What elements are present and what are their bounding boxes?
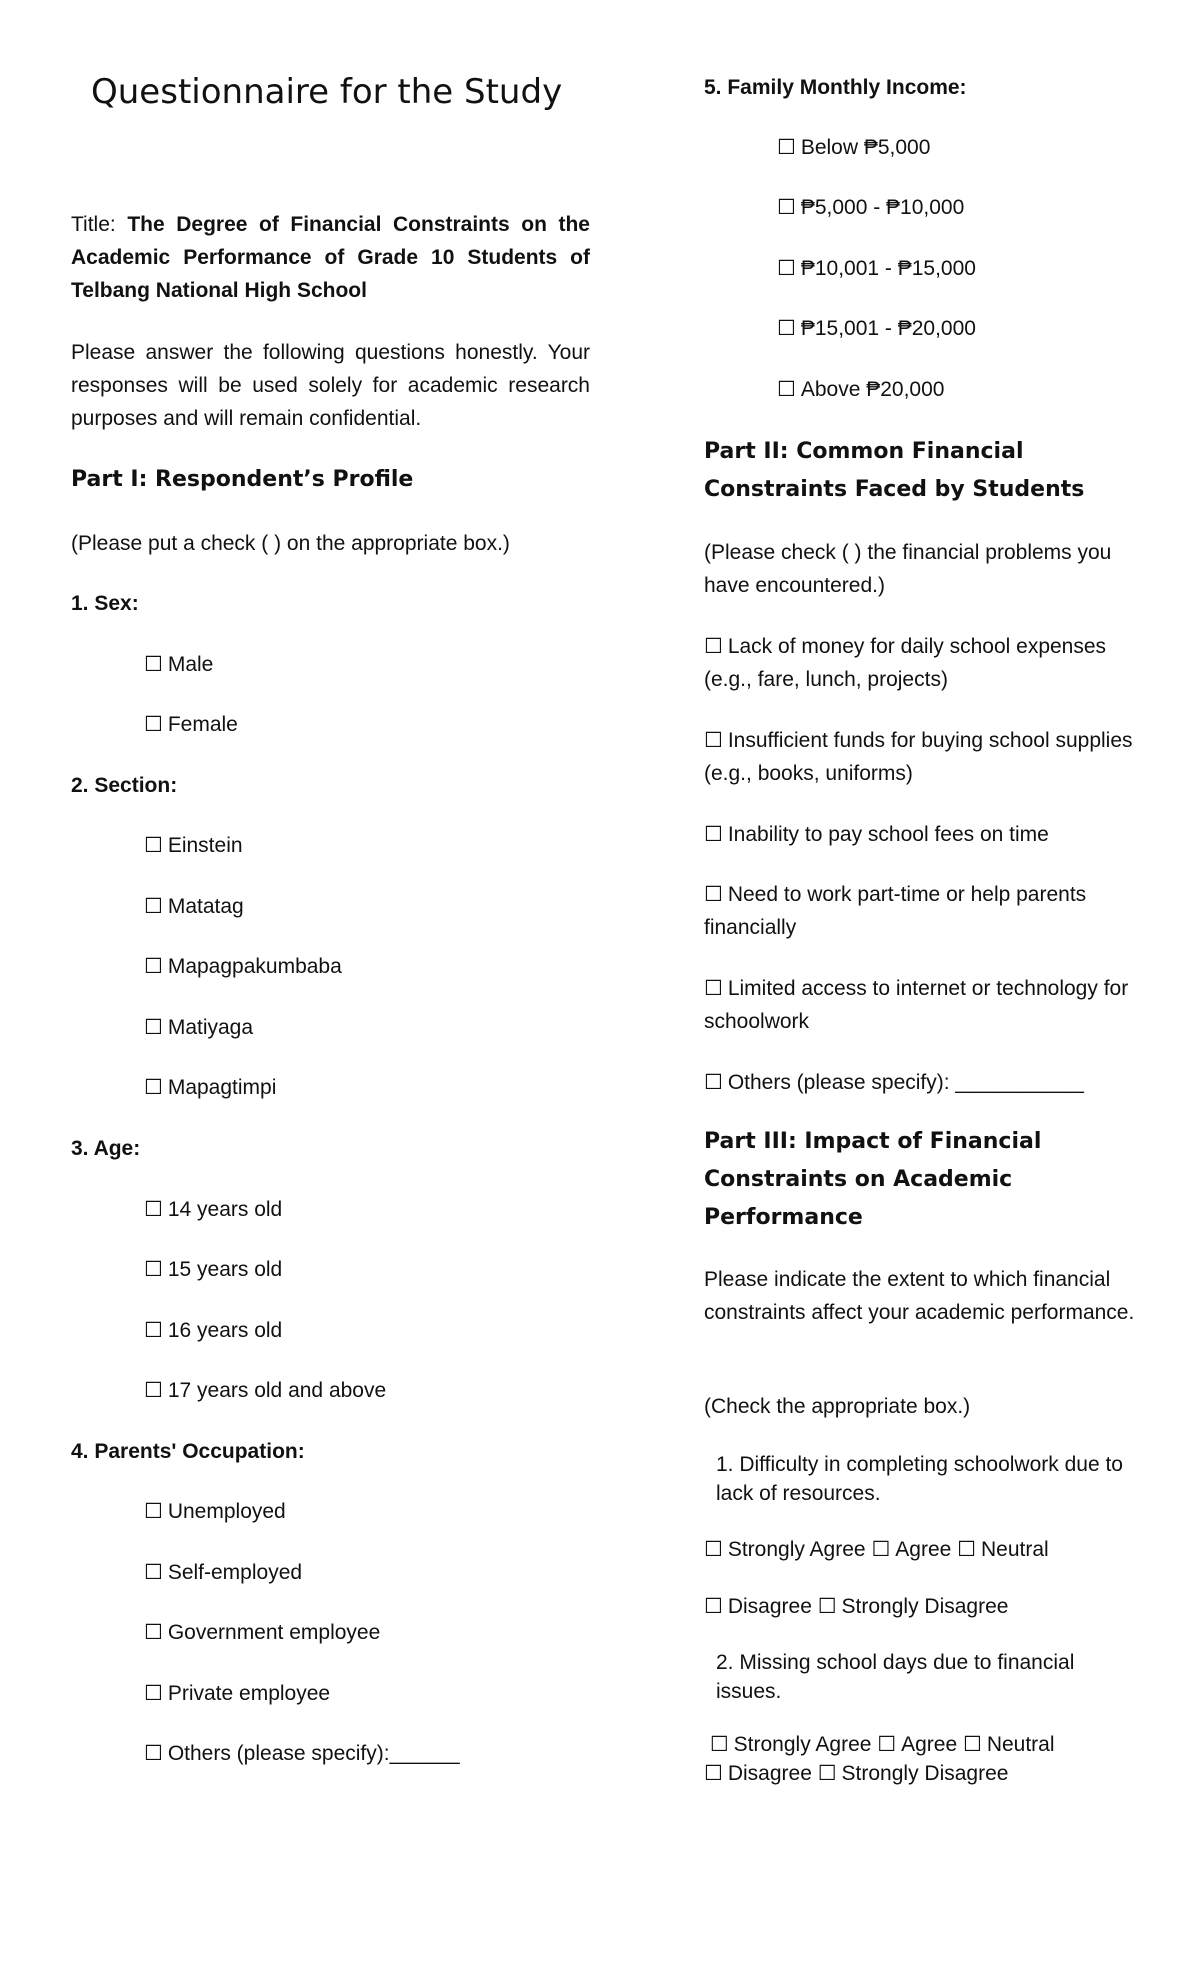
option-occupation-government[interactable]: ☐ Government employee [144,1620,381,1644]
option-income-below-5000[interactable]: ☐ Below ₱5,000 [777,135,931,159]
constraint-school-supplies[interactable]: ☐ Insufficient funds for buying school supplies (e.g., books, uniforms) [704,728,1133,785]
intro-text: Please answer the following questions honestly. Your responses will be used solely for academic research purposes and will remain confidential. [71,341,590,430]
part3-item1-scale-row2 [704,1590,1008,1623]
scale-option-strongly-agree[interactable]: ☐ Strongly Agree [709,1732,872,1756]
checkbox-icon[interactable]: ☐ [704,1594,723,1618]
checkbox-icon[interactable]: ☐ [704,728,723,752]
option-section-mapagpakumbaba[interactable]: ☐ Mapagpakumbaba [144,954,342,978]
checkbox-icon[interactable]: ☐ [144,894,163,918]
part2-instruction: (Please check ( ) the financial problems you have encountered.) [704,541,1112,597]
option-occupation-private[interactable]: ☐ Private employee [144,1681,331,1705]
option-income-15001-20000[interactable]: ☐ ₱15,001 - ₱20,000 [777,316,976,340]
checkbox-icon[interactable]: ☐ [877,1732,897,1756]
question-age-label: 3. Age: [71,1137,141,1160]
option-age-14[interactable]: ☐ 14 years old [144,1197,283,1221]
checkbox-icon[interactable]: ☐ [144,1318,163,1342]
checkbox-icon[interactable]: ☐ [709,1732,729,1756]
checkbox-icon[interactable]: ☐ [144,652,163,676]
part3-item2-scale [704,1730,1144,1788]
checkbox-icon[interactable]: ☐ [777,195,796,219]
checkbox-icon[interactable]: ☐ [704,1070,723,1094]
checkbox-icon[interactable]: ☐ [144,1378,163,1402]
option-occupation-unemployed[interactable]: ☐ Unemployed [144,1499,286,1523]
checkbox-icon[interactable]: ☐ [777,377,796,401]
study-title [71,208,590,307]
constraint-work-part-time[interactable]: ☐ Need to work part-time or help parents financially [704,882,1087,939]
checkbox-icon[interactable]: ☐ [144,1620,163,1644]
checkbox-icon[interactable]: ☐ [704,1537,723,1561]
option-occupation-others[interactable]: ☐ Others (please specify):______ [144,1741,460,1765]
question-section-label: 2. Section: [71,774,178,797]
option-section-matiyaga[interactable]: ☐ Matiyaga [144,1015,254,1039]
part1-heading: Part I: Respondent’s Profile [71,467,414,492]
question-occupation-label: 4. Parents' Occupation: [71,1440,305,1463]
checkbox-icon[interactable]: ☐ [704,822,723,846]
question-income-label: 5. Family Monthly Income: [704,76,967,99]
part3-instruction: Please indicate the extent to which financial constraints affect your academic performance. [704,1268,1135,1324]
scale-option-agree[interactable]: ☐ Agree [871,1537,952,1561]
option-income-above-20000[interactable]: ☐ Above ₱20,000 [777,377,945,401]
scale-option-agree[interactable]: ☐ Agree [877,1732,958,1756]
checkbox-icon[interactable]: ☐ [144,712,163,736]
scale-option-strongly-disagree[interactable]: ☐ Strongly Disagree [817,1594,1009,1618]
checkbox-icon[interactable]: ☐ [777,256,796,280]
constraint-school-fees[interactable]: ☐ Inability to pay school fees on time [704,822,1049,846]
constraint-others[interactable]: ☐ Others (please specify): ___________ [704,1070,1084,1094]
option-section-einstein[interactable]: ☐ Einstein [144,833,243,857]
checkbox-icon[interactable]: ☐ [704,634,723,658]
option-occupation-self-employed[interactable]: ☐ Self-employed [144,1560,303,1584]
scale-option-strongly-disagree[interactable]: ☐ Strongly Disagree [817,1761,1009,1785]
part3-heading: Part III: Impact of Financial Constraints on Academic Performance [704,1129,1042,1230]
question-sex-label: 1. Sex: [71,592,139,615]
checkbox-icon[interactable]: ☐ [704,1761,723,1785]
checkbox-icon[interactable]: ☐ [144,1681,163,1705]
study-title-text: The Degree of Financial Constraints on the Academic Performance of Grade 10 Students of Telbang National High School [71,213,590,302]
study-title-label: Title: [71,213,116,236]
option-age-17-above[interactable]: ☐ 17 years old and above [144,1378,387,1402]
option-income-10001-15000[interactable]: ☐ ₱10,001 - ₱15,000 [777,256,976,280]
constraint-internet-access[interactable]: ☐ Limited access to internet or technology for schoolwork [704,976,1129,1033]
checkbox-icon[interactable]: ☐ [871,1537,891,1561]
checkbox-icon[interactable]: ☐ [963,1732,982,1756]
scale-option-neutral[interactable]: ☐ Neutral [963,1732,1055,1756]
part3-item1-scale-row1 [704,1533,1049,1566]
checkbox-icon[interactable]: ☐ [777,135,796,159]
checkbox-icon[interactable]: ☐ [144,1015,163,1039]
option-section-mapagtimpi[interactable]: ☐ Mapagtimpi [144,1075,277,1099]
constraint-daily-expenses[interactable]: ☐ Lack of money for daily school expenses (e.g., fare, lunch, projects) [704,634,1107,691]
option-age-15[interactable]: ☐ 15 years old [144,1257,283,1281]
checkbox-icon[interactable]: ☐ [144,833,163,857]
checkbox-icon[interactable]: ☐ [817,1761,837,1785]
scale-option-strongly-agree[interactable]: ☐ Strongly Agree [704,1537,866,1561]
option-section-matatag[interactable]: ☐ Matatag [144,894,244,918]
checkbox-icon[interactable]: ☐ [144,954,163,978]
option-age-16[interactable]: ☐ 16 years old [144,1318,283,1342]
option-income-5000-10000[interactable]: ☐ ₱5,000 - ₱10,000 [777,195,965,219]
checkbox-icon[interactable]: ☐ [144,1197,163,1221]
part3-check-note: (Check the appropriate box.) [704,1395,971,1418]
checkbox-icon[interactable]: ☐ [144,1075,163,1099]
option-sex-female[interactable]: ☐ Female [144,712,238,736]
part2-heading: Part II: Common Financial Constraints Faced by Students [704,439,1085,502]
checkbox-icon[interactable]: ☐ [777,316,796,340]
checkbox-icon[interactable]: ☐ [957,1537,976,1561]
part1-instruction: (Please put a check ( ) on the appropriate box.) [71,532,510,555]
scale-option-disagree[interactable]: ☐ Disagree [704,1761,812,1785]
checkbox-icon[interactable]: ☐ [704,882,723,906]
checkbox-icon[interactable]: ☐ [144,1741,163,1765]
checkbox-icon[interactable]: ☐ [817,1594,837,1618]
scale-option-disagree[interactable]: ☐ Disagree [704,1594,812,1618]
checkbox-icon[interactable]: ☐ [144,1499,163,1523]
checkbox-icon[interactable]: ☐ [144,1257,163,1281]
page-title: Questionnaire for the Study [91,72,563,112]
option-sex-male[interactable]: ☐ Male [144,652,214,676]
part3-item1-statement: 1. Difficulty in completing schoolwork due to lack of resources. [716,1453,1123,1505]
part3-item2-statement: 2. Missing school days due to financial issues. [716,1651,1075,1703]
checkbox-icon[interactable]: ☐ [704,976,723,1000]
checkbox-icon[interactable]: ☐ [144,1560,163,1584]
scale-option-neutral[interactable]: ☐ Neutral [957,1537,1049,1561]
